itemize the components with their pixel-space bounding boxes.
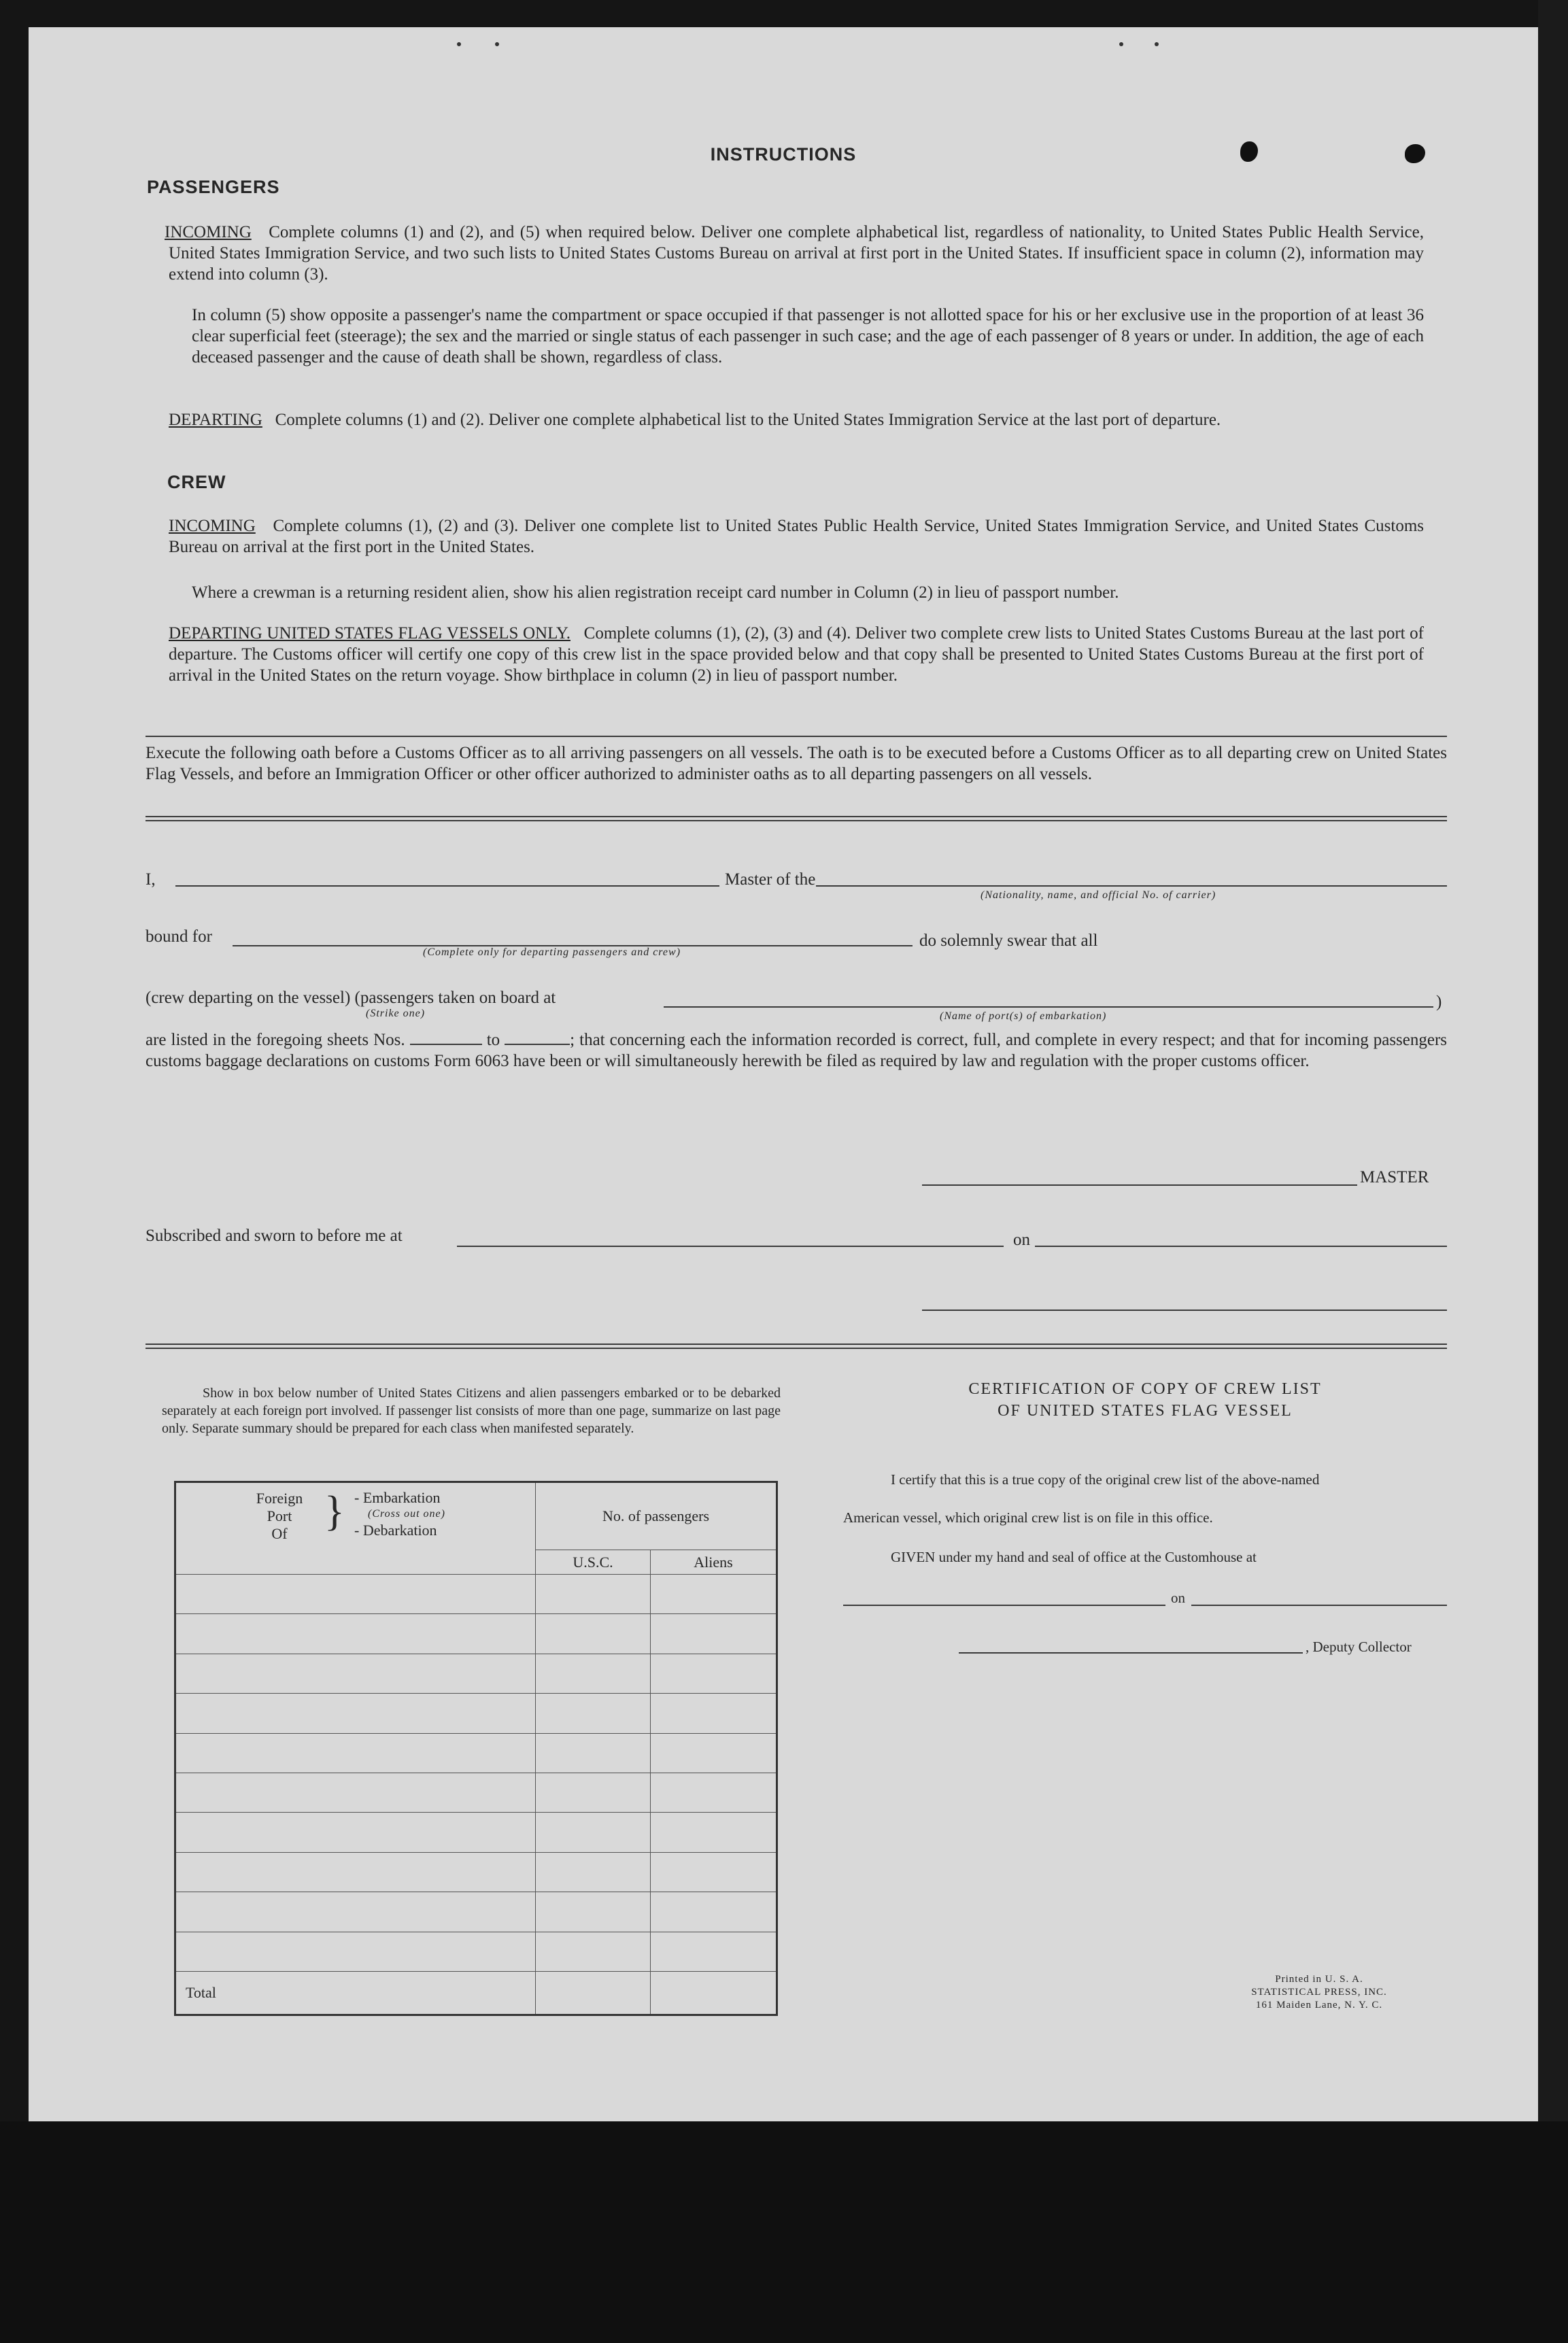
sworn-date-field[interactable] <box>1035 1246 1447 1247</box>
aliens-cell[interactable] <box>651 1892 777 1932</box>
port-cell[interactable] <box>175 1575 536 1614</box>
departing-text: Complete columns (1) and (2). Deliver one complete alphabetical list to the United States Immigration Service at the last port of departure. <box>275 411 1221 429</box>
given-line: GIVEN under my hand and seal of office at the Customhouse at <box>891 1549 1257 1565</box>
cert-date-field[interactable] <box>1191 1605 1447 1606</box>
bound-for-label: bound for <box>146 927 212 946</box>
imprint-line-3: 161 Maiden Lane, N. Y. C. <box>1255 2000 1383 2011</box>
sworn-on-label: on <box>1013 1231 1030 1249</box>
port-caption: (Name of port(s) of embarkation) <box>940 1010 1107 1022</box>
master-of-label: Master of the <box>725 870 816 889</box>
master-label: MASTER <box>1360 1168 1429 1186</box>
foreign-label: Foreign <box>256 1490 303 1507</box>
usc-cell[interactable] <box>536 1813 651 1852</box>
usc-total-cell[interactable] <box>536 1972 651 2015</box>
embarkation-port-field[interactable] <box>664 1006 1433 1008</box>
usc-cell[interactable] <box>536 1852 651 1892</box>
passengers-departing-paragraph <box>169 409 1424 430</box>
aliens-cell[interactable] <box>651 1932 777 1971</box>
crew-incoming-paragraph <box>169 515 1424 558</box>
aliens-cell[interactable] <box>651 1733 777 1773</box>
crew-departing-paragraph <box>169 623 1424 686</box>
speck <box>1119 42 1123 46</box>
crew-passengers-line: (crew departing on the vessel) (passengers taken on board at <box>146 989 556 1007</box>
carrier-caption: (Nationality, name, and official No. of carrier) <box>981 889 1216 901</box>
usc-cell[interactable] <box>536 1733 651 1773</box>
imprint-line-1: Printed in U. S. A. <box>1275 1974 1363 1985</box>
usc-cell[interactable] <box>536 1614 651 1654</box>
aliens-cell[interactable] <box>651 1654 777 1693</box>
usc-cell[interactable] <box>536 1694 651 1733</box>
departing-label: DEPARTING <box>169 411 262 429</box>
swear-label: do solemnly swear that all <box>919 931 1098 950</box>
crew-heading: CREW <box>167 472 226 492</box>
speck <box>495 42 499 46</box>
certification-title-1: CERTIFICATION OF COPY OF CREW LIST <box>968 1380 1322 1398</box>
strike-caption: (Strike one) <box>366 1008 426 1019</box>
bound-caption: (Complete only for departing passengers and crew) <box>423 946 681 958</box>
aliens-cell[interactable] <box>651 1852 777 1892</box>
incoming-label: INCOMING <box>165 223 252 241</box>
double-divider-2 <box>146 1344 1447 1349</box>
foreign-port-header <box>175 1482 536 1575</box>
port-cell[interactable] <box>175 1654 536 1693</box>
usc-cell[interactable] <box>536 1932 651 1971</box>
aliens-total-cell[interactable] <box>651 1972 777 2015</box>
port-cell[interactable] <box>175 1694 536 1733</box>
speck <box>457 42 461 46</box>
port-cell[interactable] <box>175 1733 536 1773</box>
port-label: Port <box>267 1507 292 1524</box>
total-label: Total <box>175 1972 536 2015</box>
master-name-field[interactable] <box>175 885 719 887</box>
aliens-cell[interactable] <box>651 1575 777 1614</box>
port-cell[interactable] <box>175 1852 536 1892</box>
deputy-collector-label: , Deputy Collector <box>1306 1639 1412 1655</box>
passengers-incoming-paragraph <box>165 222 1425 285</box>
scan-background <box>0 2121 1568 2343</box>
debarkation-label: - Debarkation <box>354 1522 437 1539</box>
speck <box>1155 42 1159 46</box>
crew-incoming-text: Complete columns (1), (2) and (3). Deliver one complete list to United States Public Health Service, United States Immigration Service, and United States Customs Bureau on arrival at the first port in the United States. <box>169 517 1425 556</box>
listed-to: to <box>486 1031 500 1049</box>
usc-cell[interactable] <box>536 1654 651 1693</box>
master-signature-field[interactable] <box>922 1184 1357 1186</box>
crew-incoming-label: INCOMING <box>169 517 256 535</box>
form-page <box>29 27 1538 2121</box>
double-divider <box>146 816 1447 821</box>
aliens-header: Aliens <box>651 1550 777 1575</box>
close-paren: ) <box>1436 993 1442 1011</box>
carrier-field[interactable] <box>816 885 1447 887</box>
customhouse-field[interactable] <box>843 1605 1165 1606</box>
embarkation-label: - Embarkation <box>354 1489 441 1506</box>
printer-imprint <box>1217 1973 1421 2012</box>
port-cell[interactable] <box>175 1932 536 1971</box>
passengers-heading: PASSENGERS <box>147 177 280 197</box>
officer-signature-field[interactable] <box>922 1310 1447 1311</box>
cross-out-caption: (Cross out one) <box>368 1508 445 1520</box>
cert-on-label: on <box>1171 1590 1185 1606</box>
listed-a: are listed in the foregoing sheets Nos. <box>146 1031 405 1049</box>
brace-icon: } <box>324 1488 345 1535</box>
oath-intro: Execute the following oath before a Customs Officer as to all arriving passengers on all vessels. The oath is to be executed before a Customs Officer as to all departing crew on United States Flag Vessels, and before an Immigration Officer or other officer authorized to administer oaths as to all departing passengers on all vessels. <box>146 744 1447 783</box>
port-cell[interactable] <box>175 1813 536 1852</box>
crew-departing-label: DEPARTING UNITED STATES FLAG VESSELS ONLY. <box>169 624 570 643</box>
passenger-summary-table <box>174 1481 778 2016</box>
divider <box>146 736 1447 737</box>
incoming-text: Complete columns (1) and (2), and (5) when required below. Deliver one complete alphabetical list, regardless of nationality, to United States Public Health Service, United States Immigration Service, and two such lists to United States Customs Bureau on arrival at first port in the United States. If insufficient space in column (2), information may extend into column (3). <box>169 223 1425 284</box>
imprint-line-2: STATISTICAL PRESS, INC. <box>1251 1987 1387 1998</box>
no-passengers-header: No. of passengers <box>536 1482 777 1550</box>
column5-paragraph: In column (5) show opposite a passenger's name the compartment or space occupied if that passenger is not allotted space for his or her exclusive use in the proportion of at least 36 clear superficial feet (steerage); the sex and the married or single status of each passenger in such case; and the age of each passenger of 8 years or under. In addition, the age of each deceased passenger and the cause of death shall be shown, regardless of class. <box>192 306 1424 366</box>
sworn-place-field[interactable] <box>457 1246 1004 1247</box>
certify-line-b: American vessel, which original crew list is on file in this office. <box>843 1509 1213 1526</box>
summary-instructions: Show in box below number of United States Citizens and alien passengers embarked or to be debarked separately at each foreign port involved. If passenger list consists of more than one page, summarize on last page only. Separate summary should be prepared for each class when manifested separately. <box>162 1386 781 1436</box>
page-title: INSTRUCTIONS <box>710 144 857 165</box>
listed-paragraph <box>146 1029 1447 1072</box>
sheet-from-field[interactable] <box>410 1044 482 1045</box>
deputy-signature-field[interactable] <box>959 1652 1303 1654</box>
port-cell[interactable] <box>175 1614 536 1654</box>
subscribed-label: Subscribed and sworn to before me at <box>146 1227 403 1245</box>
port-cell[interactable] <box>175 1892 536 1932</box>
sheet-to-field[interactable] <box>505 1044 570 1045</box>
usc-cell[interactable] <box>536 1892 651 1932</box>
listed-b: ; that concerning each the information recorded is correct, full, and complete in every respect; and that for incoming passengers customs baggage declarations on customs Form 6063 have been or will simultaneously herewith be filed as required by law and regulation with the proper customs officer. <box>146 1031 1448 1070</box>
usc-cell[interactable] <box>536 1575 651 1614</box>
aliens-cell[interactable] <box>651 1813 777 1852</box>
certify-line-a: I certify that this is a true copy of the original crew list of the above-named <box>891 1471 1320 1488</box>
resident-alien-paragraph: Where a crewman is a returning resident alien, show his alien registration receipt card number in Column (2) in lieu of passport number. <box>192 583 1119 602</box>
usc-header: U.S.C. <box>536 1550 651 1575</box>
aliens-cell[interactable] <box>651 1694 777 1733</box>
certification-title-2: OF UNITED STATES FLAG VESSEL <box>998 1402 1293 1420</box>
crew-departing-text: Complete columns (1), (2), (3) and (4). Deliver two complete crew lists to United States Customs Bureau at the last port of departure. The Customs officer will certify one copy of this crew list in the space provided below and that copy shall be presented to United States Customs Bureau at the first port of arrival in the United States on the return voyage. Show birthplace in column (2) in lieu of passport number. <box>169 624 1425 685</box>
aliens-cell[interactable] <box>651 1773 777 1812</box>
oath-i-label: I, <box>146 870 156 889</box>
of-label: Of <box>271 1525 288 1542</box>
scan-edge <box>1538 0 1568 2121</box>
aliens-cell[interactable] <box>651 1614 777 1654</box>
port-cell[interactable] <box>175 1773 536 1812</box>
usc-cell[interactable] <box>536 1773 651 1812</box>
